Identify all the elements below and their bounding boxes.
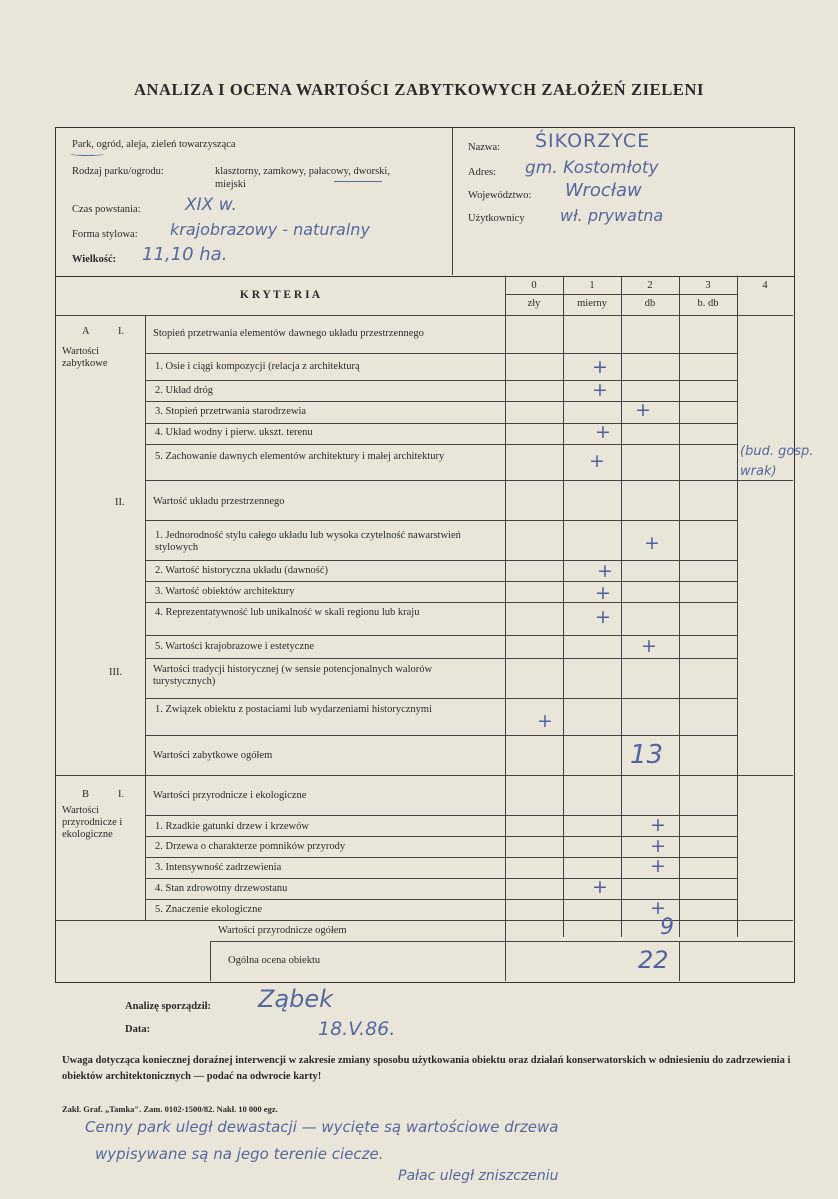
col-num-2: 2 <box>647 280 653 291</box>
adres-value: gm. Kostomłoty <box>525 158 659 178</box>
mark-a2-3: + <box>595 582 611 604</box>
mark-b-1: + <box>650 814 666 836</box>
rodzaj-options-2: miejski <box>215 179 246 190</box>
handwritten-note-1: Cenny park uległ dewastacji — wycięte są wartościowe drzewa <box>85 1118 559 1136</box>
uzytkownicy-label: Użytkownicy <box>468 213 525 224</box>
section-b-title: Wartości przyrodnicze i ekologiczne <box>62 805 123 840</box>
col-label-1: mierny <box>577 298 607 309</box>
row-line <box>146 520 737 521</box>
row-line <box>505 294 737 295</box>
section-a-title: Wartości zabytkowe <box>62 346 108 369</box>
row-line <box>56 920 793 921</box>
row-b-3: 3. Intensywność zadrzewienia <box>155 862 282 873</box>
forma-label: Forma stylowa: <box>72 229 138 240</box>
row-line <box>146 735 737 736</box>
section-a-ii: II. <box>115 497 125 508</box>
mark-a3-1: + <box>537 710 553 732</box>
col-line <box>737 277 738 937</box>
mark-a2-5: + <box>641 635 657 657</box>
row-line <box>146 581 737 582</box>
mark-b-4: + <box>592 876 608 898</box>
row-line <box>146 380 737 381</box>
row-line <box>56 775 793 776</box>
mark-a1-2: + <box>592 379 608 401</box>
data-value: 18.V.86. <box>318 1018 396 1040</box>
section-b-i: I. <box>118 789 125 800</box>
col-label-0: zły <box>527 298 541 309</box>
header-divider <box>452 128 453 275</box>
adres-label: Adres: <box>468 167 496 178</box>
mark-b-5: + <box>650 897 666 919</box>
handwritten-note-3: Pałac uległ zniszczeniu <box>398 1168 559 1184</box>
row-a2-1: 1. Jednorodność stylu całego układu lub wysoka czytelność nawarstwień stylowych <box>155 530 461 553</box>
row-a2-head: Wartość układu przestrzennego <box>153 496 285 507</box>
col-num-4: 4 <box>762 280 768 291</box>
nazwa-label: Nazwa: <box>468 142 501 153</box>
row-a1-3: 3. Stopień przetrwania starodrzewia <box>155 406 307 417</box>
row-a-total-label: Wartości zabytkowe ogółem <box>153 750 273 761</box>
col-label-3: b. db <box>697 298 719 309</box>
wielkosc-label: Wielkość: <box>72 254 117 265</box>
type-line: Park, ogród, aleja, zieleń towarzysząca <box>72 139 236 150</box>
row-line <box>210 941 793 942</box>
czas-value: XIX w. <box>185 195 237 215</box>
rodzaj-options: klasztorny, zamkowy, pałacowy, dworski, <box>215 166 390 177</box>
analize-label: Analizę sporządził: <box>125 1001 212 1012</box>
mark-a1-5: + <box>589 450 605 472</box>
data-label: Data: <box>125 1024 151 1035</box>
row-a1-4: 4. Układ wodny i pierw. ukszt. terenu <box>155 427 313 438</box>
row-line <box>146 658 737 659</box>
b-total-value: 9 <box>660 915 674 940</box>
mark-b-3: + <box>650 855 666 877</box>
row-line <box>146 423 737 424</box>
col-num-0: 0 <box>531 280 537 291</box>
mark-a1-3: + <box>635 399 651 421</box>
criteria-table <box>55 276 795 983</box>
wielkosc-value: 11,10 ha. <box>142 244 228 265</box>
overall-divider <box>210 941 211 981</box>
uzytkownicy-value: wł. prywatna <box>560 206 664 225</box>
park-underline <box>70 152 104 156</box>
row-b-1: 1. Rzadkie gatunki drzew i krzewów <box>155 821 309 832</box>
row-b-2: 2. Drzewa o charakterze pomników przyrody <box>155 841 346 852</box>
col-line <box>621 277 622 937</box>
col-line <box>505 277 506 981</box>
row-a2-4: 4. Reprezentatywność lub unikalność w skali regionu lub kraju <box>155 607 420 618</box>
signature: Ząbek <box>258 985 334 1013</box>
section-divider <box>145 316 146 775</box>
row-a1-5: 5. Zachowanie dawnych elementów architektury i małej architektury <box>155 451 445 462</box>
section-b-letter: B <box>82 789 90 800</box>
row-b-4: 4. Stan zdrowotny drzewostanu <box>155 883 288 894</box>
mark-a1-4: + <box>595 421 611 443</box>
page-title: ANALIZA I OCENA WARTOŚCI ZABYTKOWYCH ZAŁOŻEŃ ZIELENI <box>133 80 705 99</box>
handwritten-note-2: wypisywane są na jego terenie ciecze. <box>95 1145 384 1163</box>
row-a1-head: Stopień przetrwania elementów dawnego układu przestrzennego <box>153 328 424 339</box>
row-a1-1: 1. Osie i ciągi kompozycji (relacja z architekturą <box>155 361 360 372</box>
row-a3-head: Wartości tradycji historycznej (w sensie potencjonalnych walorów turystycznych) <box>153 664 433 687</box>
mark-a2-2: + <box>597 560 613 582</box>
row-b-head: Wartości przyrodnicze i ekologiczne <box>153 790 307 801</box>
row-line <box>146 602 737 603</box>
mark-a1-1: + <box>592 356 608 378</box>
margin-note: (bud. gosp. wrak) <box>740 444 814 479</box>
row-line <box>146 444 737 445</box>
row-line <box>146 878 737 879</box>
row-b-5: 5. Znaczenie ekologiczne <box>155 904 262 915</box>
section-a-iii: III. <box>109 667 123 678</box>
section-a-letter: A <box>82 326 90 337</box>
overall-value: 22 <box>638 946 669 974</box>
row-line <box>146 698 737 699</box>
rodzaj-label: Rodzaj parku/ogrodu: <box>72 166 164 177</box>
wojewodztwo-value: Wrocław <box>565 180 642 201</box>
row-line <box>56 315 793 316</box>
row-a1-2: 2. Układ dróg <box>155 385 214 396</box>
row-b-total-label: Wartości przyrodnicze ogółem <box>218 925 347 936</box>
row-a2-3: 3. Wartość obiektów architektury <box>155 586 295 597</box>
row-line <box>146 353 737 354</box>
wojewodztwo-label: Województwo: <box>468 190 532 201</box>
mark-a2-4: + <box>595 606 611 628</box>
mark-b-2: + <box>650 835 666 857</box>
row-line <box>146 560 737 561</box>
col-num-3: 3 <box>705 280 711 291</box>
row-a2-5: 5. Wartości krajobrazowe i estetyczne <box>155 641 315 652</box>
mark-a2-1: + <box>644 532 660 554</box>
czas-label: Czas powstania: <box>72 204 141 215</box>
print-info: Zakł. Graf. „Tamka". Zam. 0102-1500/82. Nakł. 10 000 egz. <box>62 1104 278 1114</box>
section-a-i: I. <box>118 326 125 337</box>
forma-value: krajobrazowy - naturalny <box>170 220 370 239</box>
row-a2-2: 2. Wartość historyczna układu (dawność) <box>155 565 329 576</box>
a-total-value: 13 <box>630 740 664 770</box>
uwaga-note: Uwaga dotycząca koniecznej doraźnej interwencji w zakresie zmiany sposobu użytkowania obiektu oraz działań konserwatorskich w odniesieniu do zadrzewienia i obiektów architektonicznych — podać na odwrocie karty! <box>62 1055 791 1082</box>
overall-label: Ogólna ocena obiektu <box>228 955 321 966</box>
palacowy-underline <box>334 178 382 182</box>
col-line <box>679 277 680 937</box>
row-line <box>146 480 793 481</box>
kryteria-label: K R Y T E R I A <box>239 289 321 301</box>
col-line <box>679 941 680 981</box>
nazwa-value: ŚIKORZYCE <box>535 130 651 152</box>
row-a3-1: 1. Związek obiektu z postaciami lub wydarzeniami historycznymi <box>155 704 432 715</box>
col-label-2: db <box>644 298 656 309</box>
col-num-1: 1 <box>589 280 595 291</box>
col-line <box>563 277 564 937</box>
